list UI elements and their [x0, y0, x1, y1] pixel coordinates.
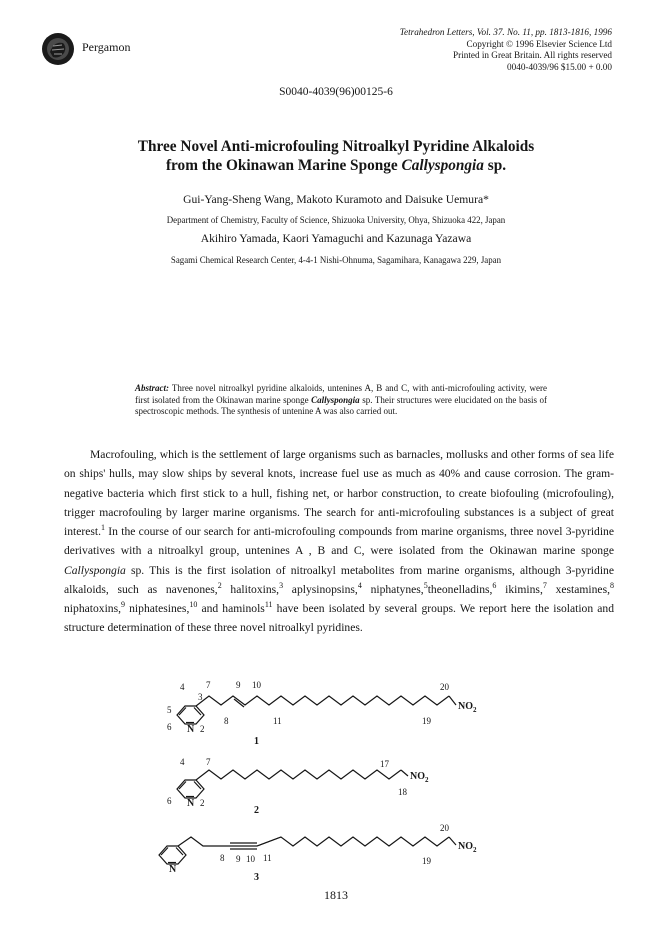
title-species: Callyspongia: [401, 157, 484, 174]
locant: 7: [206, 757, 211, 767]
locant: 7: [206, 680, 211, 690]
locant: 20: [440, 682, 449, 692]
atom-n: N: [187, 798, 195, 809]
body-text: xestamines,: [546, 582, 610, 596]
title-line-1: Three Novel Anti-microfouling Nitroalkyl Pyridine Alkaloids: [137, 138, 535, 155]
structure-3: [159, 823, 477, 883]
doi: S0040-4039(96)00125-6: [279, 86, 393, 98]
paper-title: [0, 137, 672, 175]
locant: 8: [220, 853, 225, 863]
locant: 17: [380, 759, 389, 769]
affiliation-1: Department of Chemistry, Faculty of Science, Shizuoka University, Ohya, Shizuoka 422, Japan: [166, 215, 506, 225]
locant: 18: [398, 787, 407, 797]
structure-2: [167, 757, 429, 816]
reference: 4: [357, 580, 362, 590]
abstract: [135, 383, 547, 418]
chemical-structures: [140, 676, 540, 901]
nitro-group: $NO_2$: [458, 701, 477, 714]
reference: 5: [423, 580, 428, 590]
nitro-group: $NO_2$: [458, 841, 477, 854]
title-line-2-prefix: from the Okinawan Marine Sponge: [165, 157, 402, 174]
locant: 9: [236, 680, 241, 690]
body-text: theonelladins,: [427, 582, 493, 596]
author-group-2: Akihiro Yamada, Kaori Yamaguchi and Kazunaga Yazawa: [200, 232, 472, 245]
atom-n: N: [187, 724, 195, 735]
body-text: niphatynes,: [370, 582, 424, 596]
locant: 2: [200, 798, 205, 808]
body-species: Callyspongia: [64, 563, 126, 577]
affiliation-2: Sagami Chemical Research Center, 4-4-1 Nishi-Ohnuma, Sagamihara, Kanagawa 229, Japan: [170, 255, 502, 265]
locant: 19: [422, 716, 431, 726]
body-text: niphatesines,: [125, 602, 190, 615]
body-text: have been isolated by several groups. We report here the isolation and structure determination of these three novel nitroalkyl pyridines.: [64, 602, 615, 635]
copyright-line: Copyright © 1996 Elsevier Science Ltd: [466, 38, 612, 49]
body-text: Macrofouling, which is the settlement of large organisms such as barnacles, mollusks and other forms of sea life on ships' hulls, may slow ships by several knots, increase fuel use as much as 40% and cause corrosion. The gram-negative bacteria which first stick to a hull, fishing net, or harbor construction, to create biofouling (microfouling), trigger macrofouling by larger marine organisms. The search for anti-microfouling substances is a subject of great interest.: [64, 448, 614, 538]
body-text: aplysinopsins,: [283, 582, 358, 596]
locant: 10: [252, 680, 261, 690]
locant: 2: [200, 724, 205, 734]
reference: 9: [121, 600, 126, 610]
title-line-2: [0, 156, 672, 175]
abstract-label: Abstract:: [135, 383, 170, 393]
locant: 20: [440, 823, 449, 833]
compound-number: 1: [254, 736, 259, 747]
reference: 1: [101, 523, 106, 533]
title-line-2-suffix: sp.: [483, 157, 507, 174]
atom-n: N: [169, 864, 177, 875]
body-text: and haminols: [197, 602, 265, 615]
reference: 2: [217, 580, 222, 590]
body-paragraph: [64, 445, 614, 638]
structure-1: [167, 680, 477, 747]
author-group-1: Gui-Yang-Sheng Wang, Makoto Kuramoto and Daisuke Uemura*: [183, 193, 489, 206]
locant: 4: [180, 757, 185, 767]
reference: 11: [264, 600, 273, 610]
locant: 4: [180, 682, 185, 692]
body-text: niphatoxins,: [64, 602, 122, 615]
abstract-species: Callyspongia: [311, 394, 360, 405]
compound-number: 2: [254, 805, 259, 816]
locant: 10: [246, 854, 255, 864]
reference: 7: [542, 580, 547, 590]
locant: 6: [167, 722, 172, 732]
abstract-text-2: sp. Their structures were elucidated on the basis of spectroscopic methods. The synthesis of untenine A was also carried out.: [135, 394, 547, 416]
reference: 8: [610, 580, 614, 590]
reference: 3: [279, 580, 284, 590]
reference: 6: [492, 580, 497, 590]
locant: 8: [224, 716, 229, 726]
publisher-name: Pergamon: [82, 40, 131, 54]
locant: 11: [273, 716, 282, 726]
body-text: In the course of our search for anti-microfouling compounds from marine organisms, three novel 3-pyridine derivatives with a nitroalkyl group, untenines A , B and C, were isolated from the Okinawan marine sponge: [64, 525, 614, 558]
body-text: ikimins,: [496, 582, 543, 596]
compound-number: 3: [254, 872, 259, 883]
printed-line: Printed in Great Britain. All rights reserved: [453, 50, 612, 61]
locant: 5: [167, 705, 172, 715]
reference: 10: [189, 600, 198, 610]
body-text: halitoxins,: [221, 582, 280, 596]
page-number: 1813: [324, 888, 348, 902]
locant: 6: [167, 796, 172, 806]
journal-citation: Tetrahedron Letters, Vol. 37. No. 11, pp. 1813-1816, 1996: [399, 27, 612, 37]
locant: 9: [236, 854, 241, 864]
locant: 11: [263, 853, 272, 863]
journal-info: [312, 27, 612, 73]
body-text: sp. This is the first isolation of nitroalkyl metabolites from marine organisms, although 3-pyridine alkaloids, such as navenones,: [64, 563, 614, 596]
nitro-group: $NO_2$: [410, 771, 429, 784]
locant: 3: [198, 692, 203, 702]
locant: 19: [422, 856, 431, 866]
pergamon-logo: [41, 32, 75, 66]
issn-price-line: 0040-4039/96 $15.00 + 0.00: [507, 61, 612, 72]
abstract-text-1: Three novel nitroalkyl pyridine alkaloids, untenines A, B and C, with anti-microfouling activity, were first isolated from the Okinawan marine sponge: [135, 383, 547, 405]
